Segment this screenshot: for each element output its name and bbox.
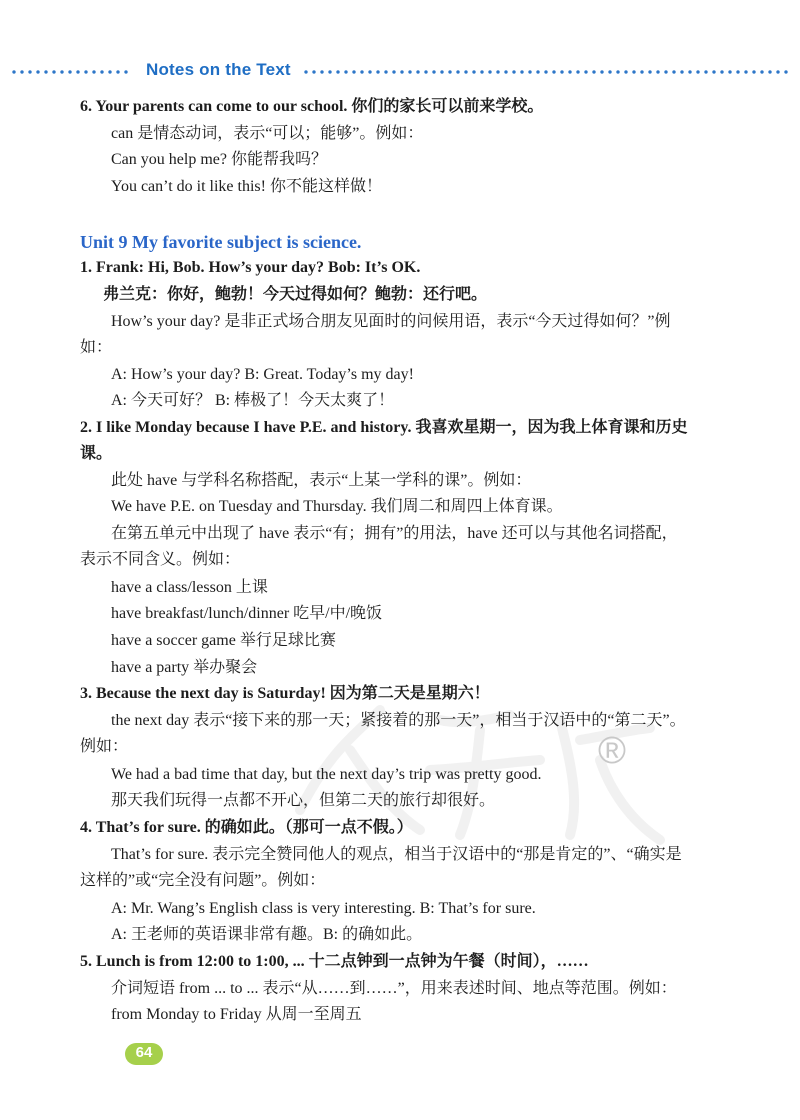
header-title: Notes on the Text: [146, 60, 291, 79]
note-6-example-1: Can you help me? 你能帮我吗？: [111, 151, 327, 168]
header-dots-right: [302, 70, 790, 74]
phrase-have-party: have a party 举办聚会: [111, 659, 258, 676]
note-4-example-zh: A: 王老师的英语课非常有趣。B: 的确如此。: [111, 926, 423, 943]
note-2-heading: 2. I like Monday because I have P.E. and history. 我喜欢星期一，因为我上体育课和历史课。: [80, 419, 688, 462]
note-4-example-en: A: Mr. Wang’s English class is very interesting. B: That’s for sure.: [111, 900, 536, 917]
note-2-example: We have P.E. on Tuesday and Thursday. 我们周二和周四上体育课。: [111, 498, 563, 515]
note-5-heading: 5. Lunch is from 12:00 to 1:00, ... 十二点钟到一点钟为午餐（时间），……: [80, 953, 589, 970]
note-1-example-2: A: 今天可好？ B: 棒极了！今天太爽了！: [111, 392, 395, 409]
note-1-translation: 弗兰克：你好，鲍勃！今天过得如何？鲍勃：还行吧。: [103, 286, 488, 303]
header-dots-left: [10, 70, 128, 74]
note-6-explanation: can 是情态动词，表示“可以；能够”。例如：: [111, 125, 424, 142]
phrase-have-meals: have breakfast/lunch/dinner 吃早/中/晚饭: [111, 605, 383, 622]
note-3-example-zh: 那天我们玩得一点都不开心，但第二天的旅行却很好。: [111, 792, 496, 809]
note-5-explanation: 介词短语 from ... to ... 表示“从……到……”，用来表述时间、地点等范围。例如：: [111, 980, 677, 997]
note-6-heading: 6. Your parents can come to our school. 你们的家长可以前来学校。: [80, 98, 544, 115]
note-1-heading: 1. Frank: Hi, Bob. How’s your day? Bob: It’s OK.: [80, 259, 421, 276]
note-3-example-en: We had a bad time that day, but the next day’s trip was pretty good.: [111, 766, 542, 783]
note-4-heading: 4. That’s for sure. 的确如此。（那可一点不假。）: [80, 819, 413, 836]
note-2-explanation-2: 在第五单元中出现了 have 表示“有；拥有”的用法，have 还可以与其他名词搭配，表示不同含义。例如：: [80, 525, 678, 568]
page-number: 64: [135, 1044, 153, 1061]
note-1-example-1: A: How’s your day? B: Great. Today’s my day!: [111, 366, 414, 383]
note-6-example-2: You can’t do it like this! 你不能这样做！: [111, 178, 382, 195]
unit-9-title: Unit 9 My favorite subject is science.: [80, 232, 362, 252]
phrase-have-class: have a class/lesson 上课: [111, 579, 268, 596]
page-number-badge: [125, 1043, 163, 1065]
note-1-explanation: How’s your day? 是非正式场合朋友见面时的问候用语，表示“今天过得如何？”例如：: [80, 313, 671, 356]
phrase-have-soccer-game: have a soccer game 举行足球比赛: [111, 632, 336, 649]
note-3-heading: 3. Because the next day is Saturday! 因为第二天是星期六！: [80, 685, 490, 702]
note-3-explanation: the next day 表示“接下来的那一天；紧接着的那一天”，相当于汉语中的“第二天”。例如：: [80, 712, 686, 755]
note-5-example: from Monday to Friday 从周一至周五: [111, 1006, 362, 1023]
note-4-explanation: That’s for sure. 表示完全赞同他人的观点，相当于汉语中的“那是肯定的”、“确实是这样的”或“完全没有问题”。例如：: [80, 846, 682, 889]
note-2-explanation: 此处 have 与学科名称搭配，表示“上某一学科的课”。例如：: [111, 472, 532, 489]
watermark-registered-mark: ®: [598, 730, 626, 772]
section-header: [10, 58, 790, 86]
